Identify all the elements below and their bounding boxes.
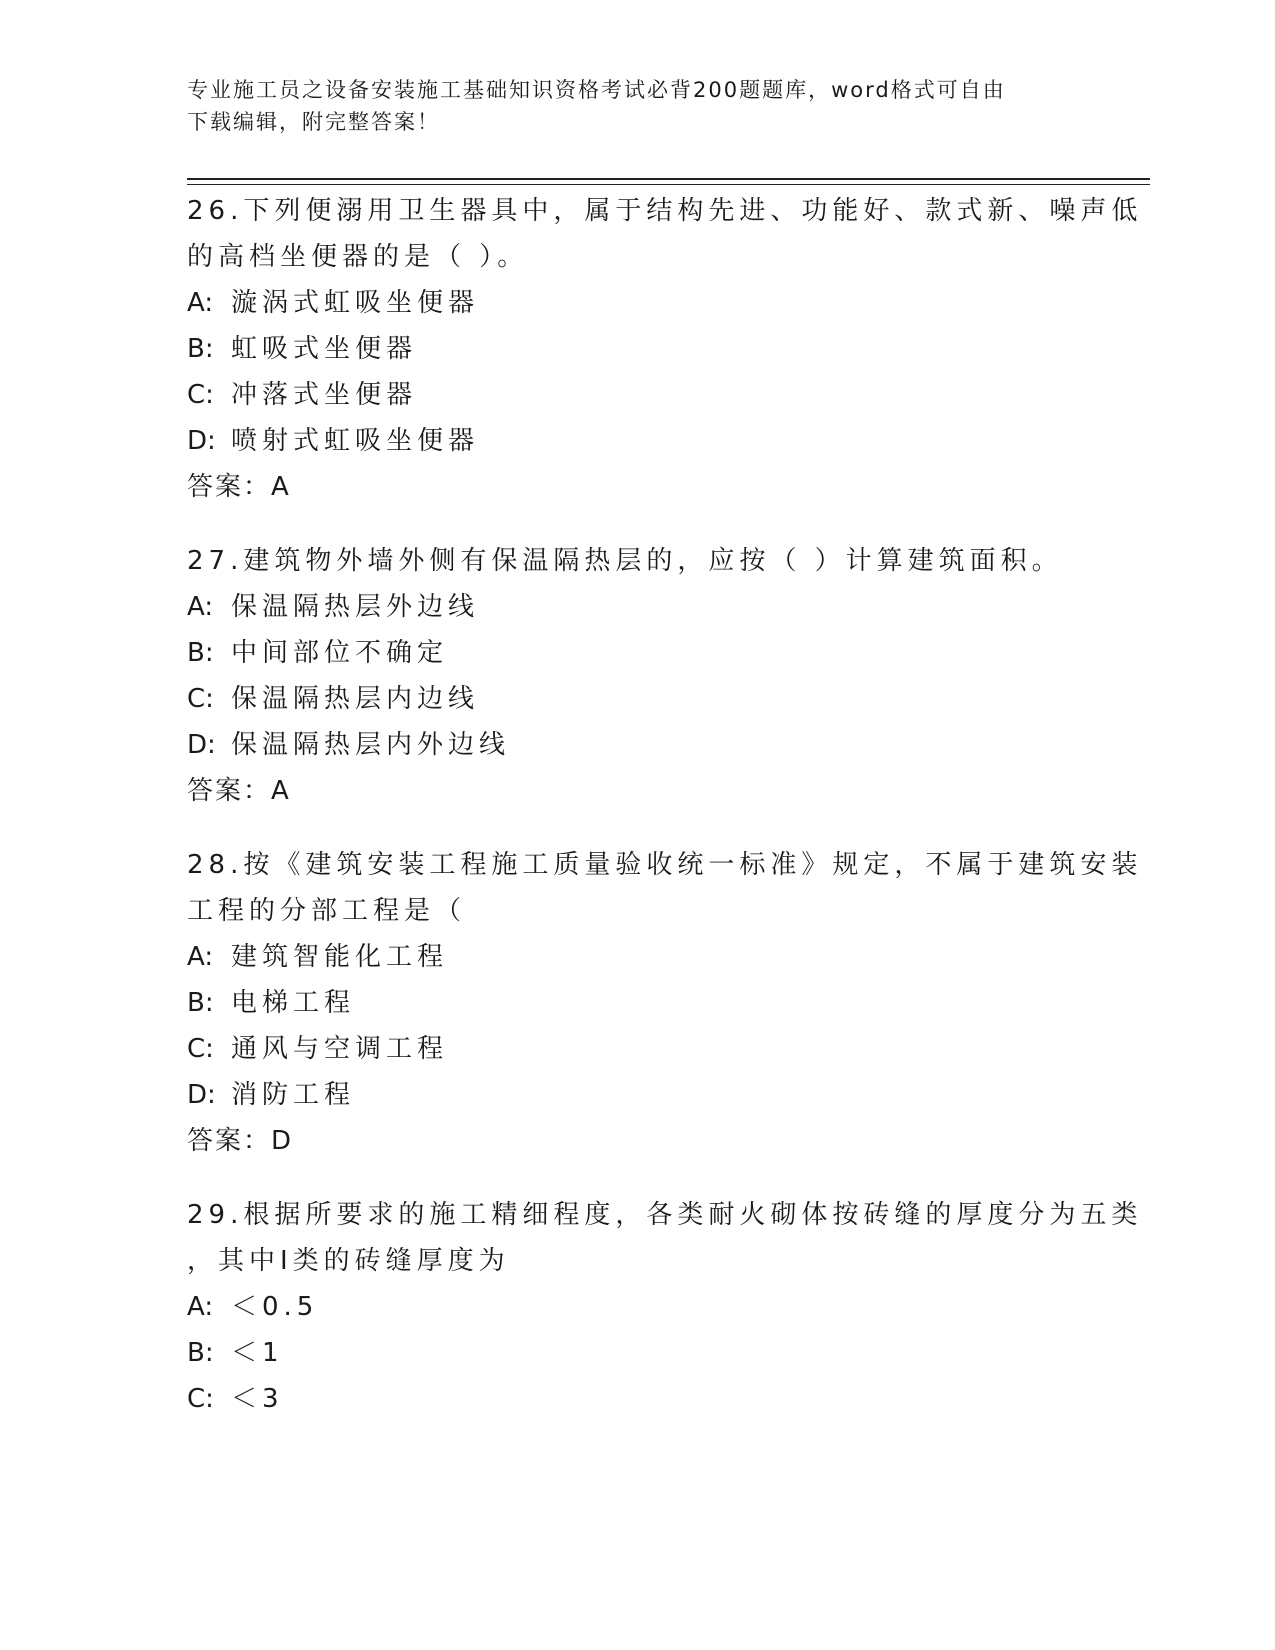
option-text: 保温隔热层内外边线 — [231, 730, 511, 760]
option-text: 保温隔热层内边线 — [231, 684, 480, 714]
option-label: B: — [187, 1338, 214, 1368]
option-text: ＜0.5 — [231, 1292, 319, 1322]
option-d — [187, 418, 1087, 464]
option-label: C: — [187, 1034, 214, 1064]
header-line-1: 专业施工员之设备安装施工基础知识资格考试必背200题题库，word格式可自由 — [187, 78, 1006, 102]
option-label: C: — [187, 1384, 214, 1414]
option-text: 建筑智能化工程 — [231, 942, 449, 972]
question-28 — [187, 842, 1143, 1164]
option-b — [187, 980, 1087, 1026]
question-text: 的高档坐便器的是（ ）。 — [187, 242, 529, 272]
option-text: 保温隔热层外边线 — [231, 592, 480, 622]
document-header — [187, 74, 1087, 138]
question-text: 27.建筑物外墙外侧有保温隔热层的，应按（ ）计算建筑面积。 — [187, 546, 1063, 576]
question-29 — [187, 1192, 1143, 1422]
question-text: ，其中Ⅰ类的砖缝厚度为 — [187, 1246, 510, 1276]
option-label: A: — [187, 592, 214, 622]
option-label: B: — [187, 334, 214, 364]
option-text: 漩涡式虹吸坐便器 — [231, 288, 480, 318]
option-label: B: — [187, 988, 214, 1018]
option-text: 电梯工程 — [231, 988, 356, 1018]
question-26 — [187, 188, 1143, 510]
header-line-2: 下载编辑，附完整答案！ — [187, 110, 440, 134]
header-divider-thick — [187, 178, 1150, 180]
question-27 — [187, 538, 1087, 814]
option-text: 消防工程 — [231, 1080, 356, 1110]
answer: 答案：A — [187, 776, 291, 806]
question-list — [187, 188, 1143, 1450]
option-a — [187, 934, 1087, 980]
option-label: C: — [187, 380, 214, 410]
question-text: 26.下列便溺用卫生器具中，属于结构先进、功能好、款式新、噪声低 — [187, 196, 1143, 226]
option-b — [187, 630, 1087, 676]
option-label: A: — [187, 1292, 214, 1322]
option-d — [187, 1072, 1087, 1118]
option-a — [187, 1284, 1087, 1330]
header-divider-thin — [187, 184, 1150, 185]
option-text: 中间部位不确定 — [231, 638, 449, 668]
option-label: D: — [187, 1080, 216, 1110]
option-text: 喷射式虹吸坐便器 — [231, 426, 480, 456]
option-b — [187, 1330, 1087, 1376]
answer: 答案：D — [187, 1126, 294, 1156]
option-a — [187, 280, 1087, 326]
question-text: 28.按《建筑安装工程施工质量验收统一标准》规定，不属于建筑安装 — [187, 850, 1143, 880]
option-text: 冲落式坐便器 — [231, 380, 418, 410]
option-label: A: — [187, 288, 214, 318]
option-text: 通风与空调工程 — [231, 1034, 449, 1064]
option-text: 虹吸式坐便器 — [231, 334, 418, 364]
option-c — [187, 1026, 1087, 1072]
option-c — [187, 1376, 1087, 1422]
option-label: B: — [187, 638, 214, 668]
option-label: D: — [187, 426, 216, 456]
question-text: 29.根据所要求的施工精细程度，各类耐火砌体按砖缝的厚度分为五类 — [187, 1200, 1143, 1230]
option-text: ＜1 — [231, 1338, 284, 1368]
option-d — [187, 722, 1087, 768]
option-label: D: — [187, 730, 216, 760]
question-text: 工程的分部工程是（ — [187, 896, 467, 926]
option-label: A: — [187, 942, 214, 972]
option-label: C: — [187, 684, 214, 714]
option-text: ＜3 — [231, 1384, 284, 1414]
option-c — [187, 676, 1087, 722]
option-c — [187, 372, 1087, 418]
option-b — [187, 326, 1087, 372]
option-a — [187, 584, 1087, 630]
answer: 答案：A — [187, 472, 291, 502]
